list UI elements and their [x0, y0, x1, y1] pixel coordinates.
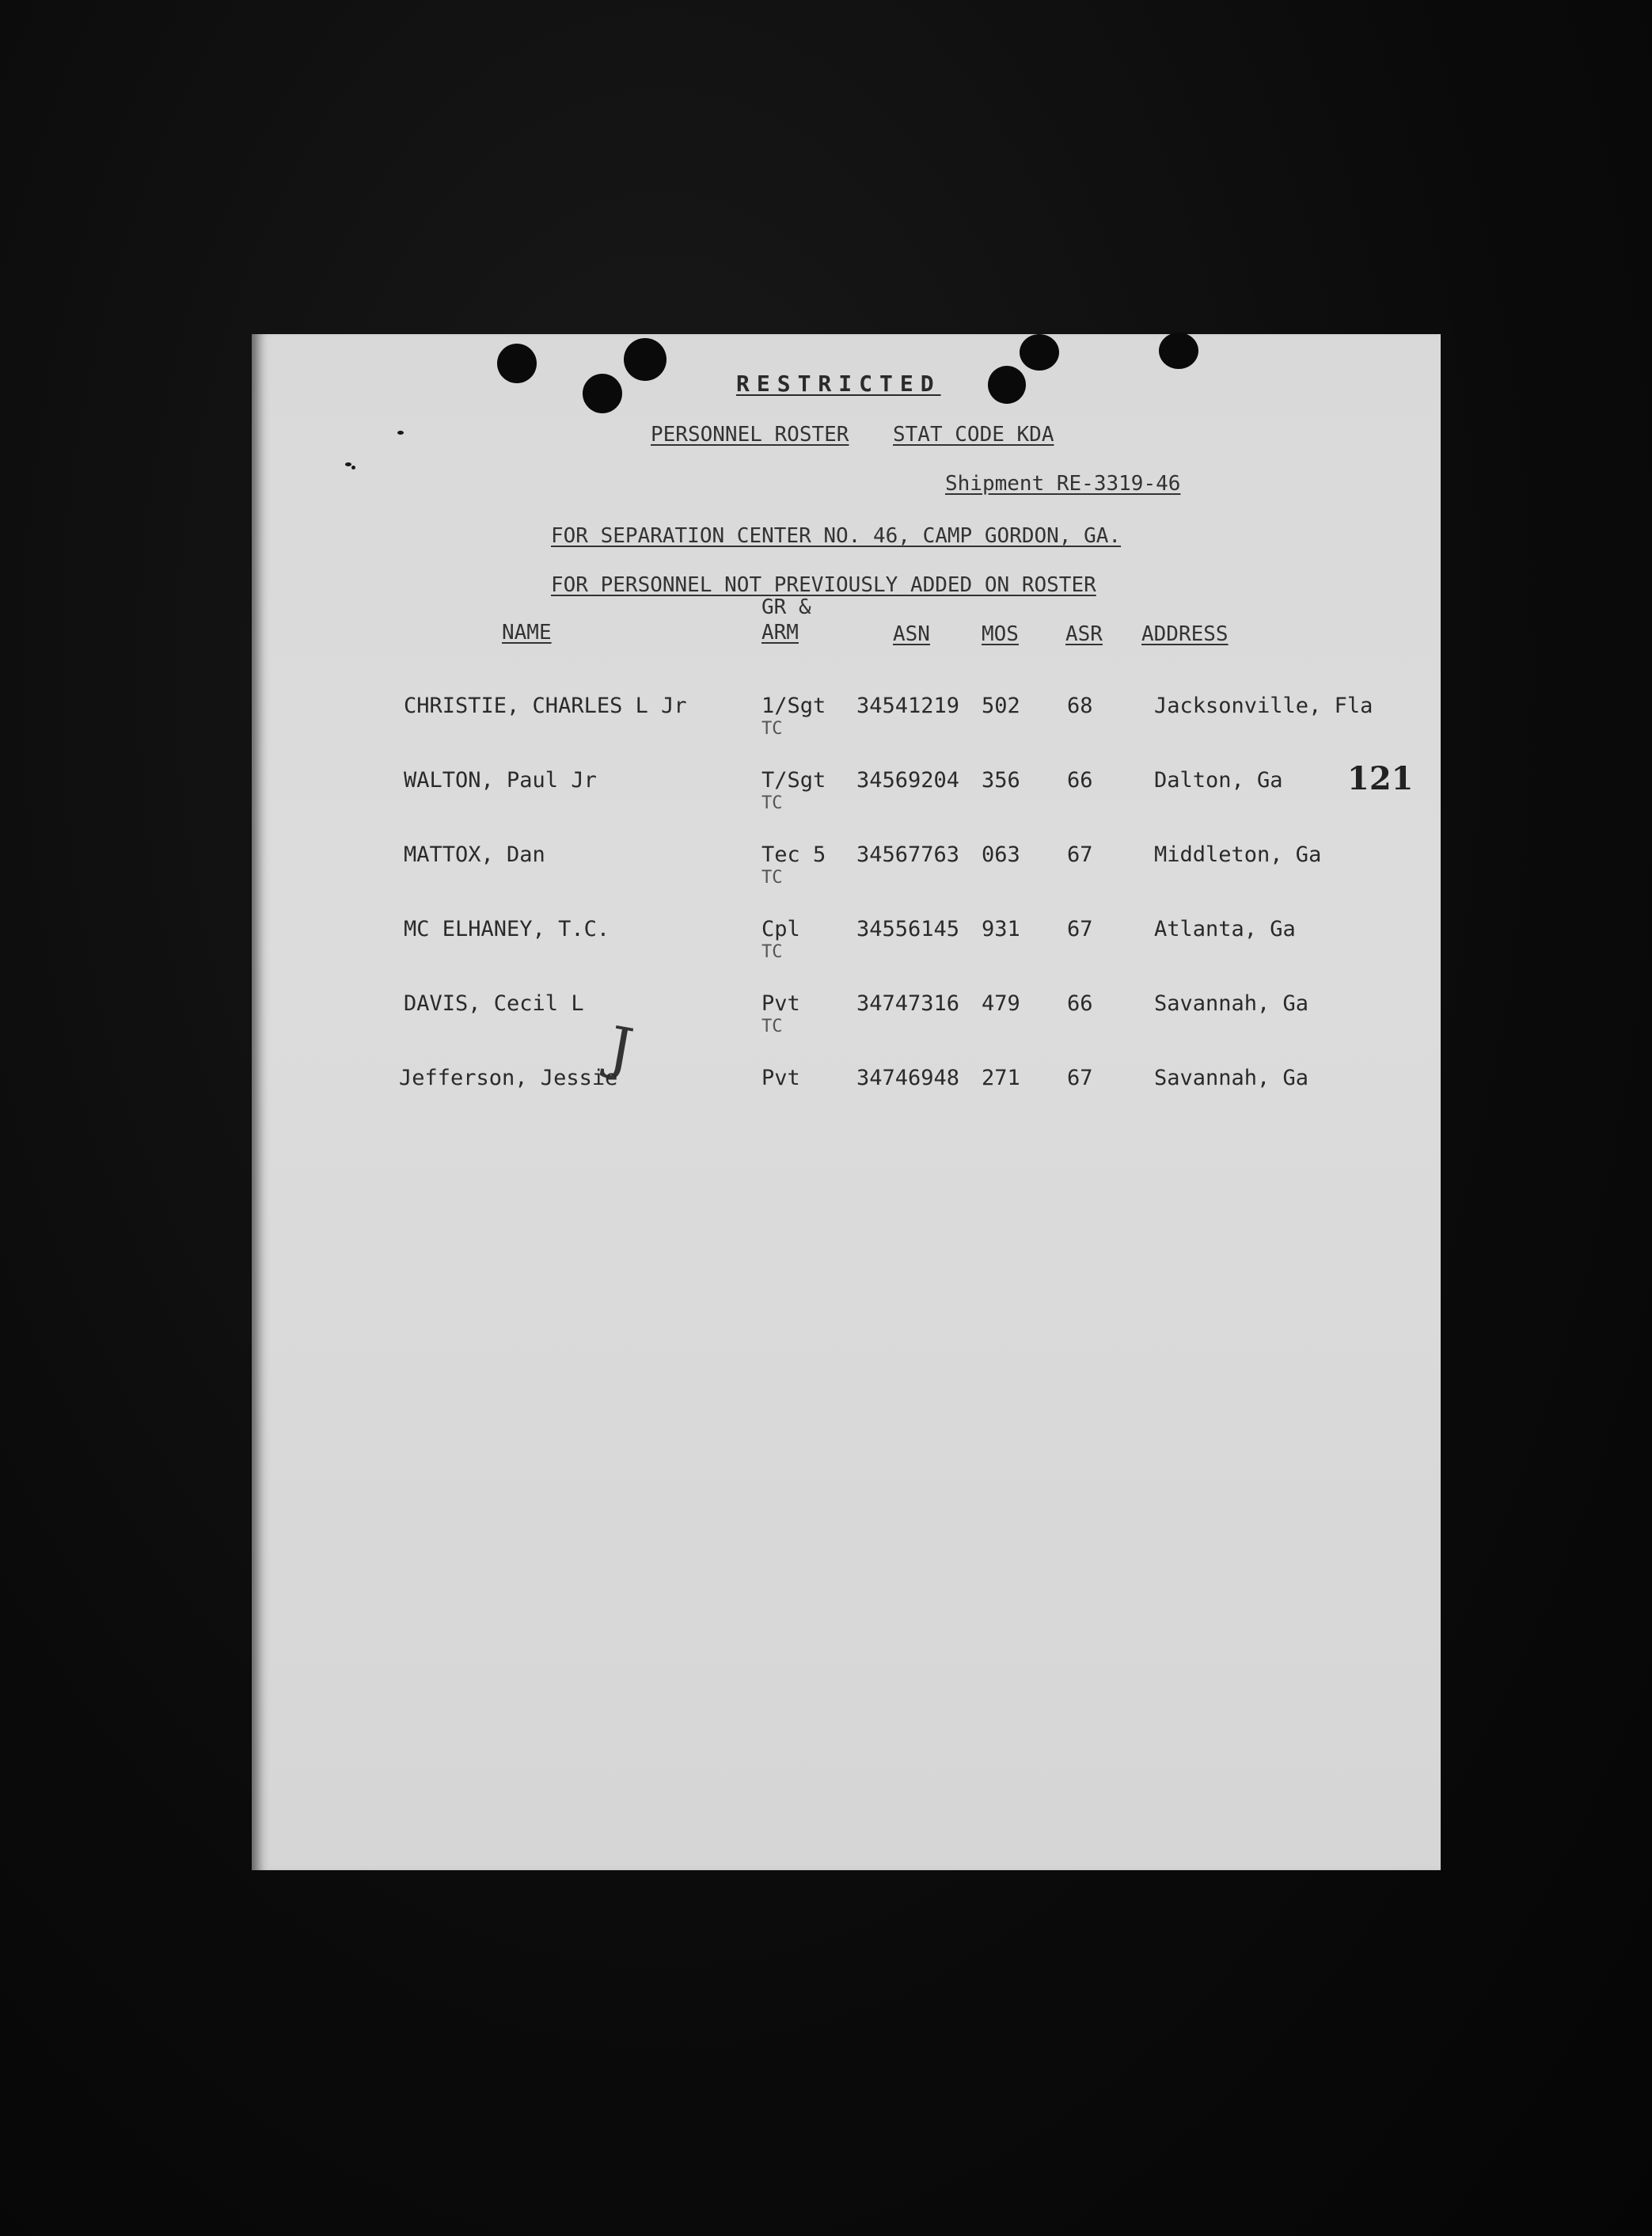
table-row-grade: Tec 5 — [761, 842, 826, 867]
table-row-address: Savannah, Ga — [1154, 1066, 1309, 1090]
table-row-grade: Cpl — [761, 917, 800, 941]
punch-hole — [988, 366, 1026, 404]
table-row-asn: 34567763 — [856, 842, 960, 867]
table-row-arm: TC — [761, 719, 783, 739]
table-row-name: WALTON, Paul Jr — [404, 768, 597, 793]
shipment-number: Shipment RE-3319-46 — [945, 472, 1181, 496]
table-row-name: MC ELHANEY, T.C. — [404, 917, 610, 941]
roster-page — [252, 334, 1441, 1870]
table-row-address: Jacksonville, Fla — [1154, 694, 1373, 718]
table-row-asr: 66 — [1067, 991, 1093, 1016]
punch-hole — [1159, 333, 1198, 369]
roster-title: PERSONNEL ROSTER — [651, 423, 849, 447]
table-row-asn: 34746948 — [856, 1066, 960, 1090]
table-row-address: Middleton, Ga — [1154, 842, 1322, 867]
table-row-asn: 34541219 — [856, 694, 960, 718]
table-row-arm: TC — [761, 1017, 783, 1036]
punch-hole — [624, 338, 666, 381]
punch-hole — [497, 344, 537, 383]
subtitle-line: FOR PERSONNEL NOT PREVIOUSLY ADDED ON ROSTER — [551, 573, 1096, 597]
table-row-name: MATTOX, Dan — [404, 842, 545, 867]
table-row-grade: T/Sgt — [761, 768, 826, 793]
table-row-arm: TC — [761, 942, 783, 962]
table-row-grade: Pvt — [761, 1066, 800, 1090]
table-row-address: Dalton, Ga — [1154, 768, 1283, 793]
table-row-arm: TC — [761, 868, 783, 888]
table-row-asr: 67 — [1067, 842, 1093, 867]
table-row-asn: 34747316 — [856, 991, 960, 1016]
table-row-mos: 931 — [982, 917, 1020, 941]
col-header-arm: ARM — [761, 621, 799, 645]
table-row-mos: 356 — [982, 768, 1020, 793]
table-row-asr: 67 — [1067, 917, 1093, 941]
table-row-asr: 67 — [1067, 1066, 1093, 1090]
table-row-mos: 271 — [982, 1066, 1020, 1090]
table-row-asn: 34569204 — [856, 768, 960, 793]
table-row-asr: 68 — [1067, 694, 1093, 718]
col-header-gr: GR & — [761, 595, 811, 619]
col-header-asr: ASR — [1065, 622, 1103, 646]
table-row-asr: 66 — [1067, 768, 1093, 793]
table-row-arm: TC — [761, 793, 783, 813]
ink-speck — [351, 466, 355, 470]
col-header-mos: MOS — [982, 622, 1019, 646]
col-header-name: NAME — [502, 621, 552, 645]
punch-hole — [583, 374, 622, 413]
table-row-mos: 502 — [982, 694, 1020, 718]
page-number: 121 — [1347, 760, 1414, 797]
table-row-grade: Pvt — [761, 991, 800, 1016]
col-header-address: ADDRESS — [1141, 622, 1229, 646]
table-row-mos: 063 — [982, 842, 1020, 867]
punch-hole — [1020, 334, 1059, 371]
table-row-address: Atlanta, Ga — [1154, 917, 1296, 941]
classification-header: RESTRICTED — [736, 371, 941, 397]
table-row-asn: 34556145 — [856, 917, 960, 941]
col-header-asn: ASN — [893, 622, 930, 646]
destination-line: FOR SEPARATION CENTER NO. 46, CAMP GORDON, GA. — [551, 524, 1122, 548]
table-row-mos: 479 — [982, 991, 1020, 1016]
table-row-name: CHRISTIE, CHARLES L Jr — [404, 694, 687, 718]
table-row-grade: 1/Sgt — [761, 694, 826, 718]
ink-speck — [397, 431, 404, 435]
table-row-name: Jefferson, Jessie — [399, 1066, 618, 1090]
ink-speck — [345, 462, 351, 466]
handwritten-check-mark: J — [603, 1013, 638, 1083]
table-row-name: DAVIS, Cecil L — [404, 991, 584, 1016]
table-row-address: Savannah, Ga — [1154, 991, 1309, 1016]
stat-code: STAT CODE KDA — [893, 423, 1054, 447]
